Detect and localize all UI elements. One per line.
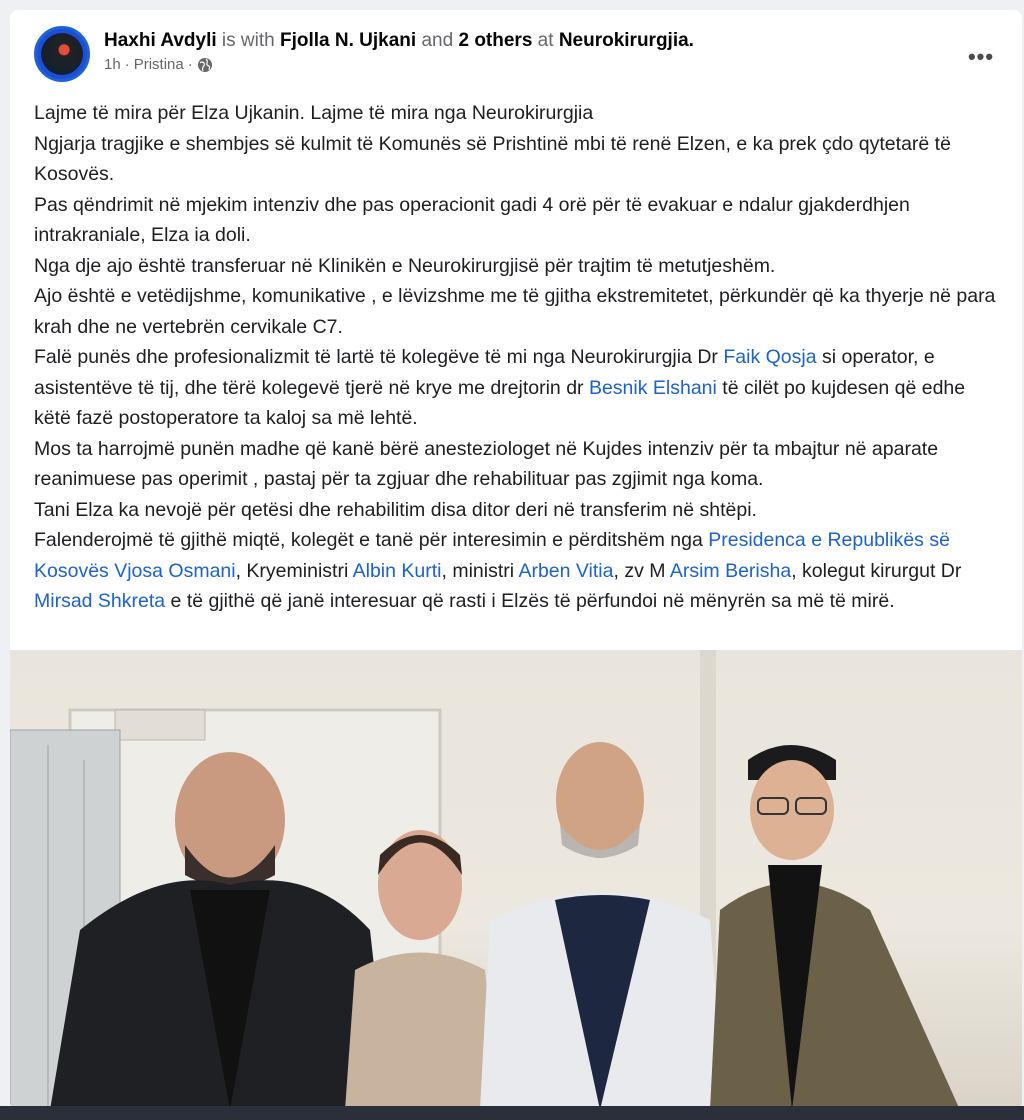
mention-faik-qosja[interactable]: Faik Qosja — [723, 346, 817, 368]
text-segment: , Kryeministri — [235, 559, 353, 582]
meta-separator-2: · — [187, 56, 193, 73]
mention-arben-vitia[interactable]: Arben Vitia — [518, 559, 614, 582]
post-paragraph: Lajme të mira për Elza Ujkanin. Lajme të mira nga Neurokirurgjia — [34, 102, 594, 124]
post-photo[interactable] — [10, 650, 1022, 1110]
post-paragraph: Tani Elza ka nevojë për qetësi dhe rehabilitim disa ditor deri në transferim në shtëpi. — [34, 498, 757, 521]
and-text: and — [421, 30, 454, 51]
post-paragraph: Ajo është e vetëdijshme, komunikative , e lëvizshme me të gjitha ekstremitetet, përkundër që ka thyerje në para krah dhe ne vertebrën cervikale C7. — [34, 285, 996, 338]
post-place[interactable]: Pristina — [133, 56, 184, 73]
others-link[interactable]: 2 others — [458, 30, 533, 51]
text-segment: , kolegut kirurgut Dr — [791, 559, 962, 582]
text-segment: , ministri — [441, 559, 519, 582]
meta-separator: · — [124, 56, 130, 73]
mention-mirsad-shkreta[interactable]: Mirsad Shkreta — [34, 590, 166, 612]
globe-icon[interactable] — [197, 57, 213, 73]
post-header — [34, 26, 998, 86]
taskbar-strip — [0, 1106, 1024, 1120]
location-link[interactable]: Neurokirurgjia. — [558, 30, 694, 51]
header-line — [104, 28, 938, 54]
text-segment: Falë punës dhe profesionalizmit të lartë të kolegëve të mi nga Neurokirurgjia Dr — [34, 346, 724, 368]
post-time[interactable]: 1h — [104, 56, 121, 73]
text-segment: e të gjithë që janë interesuar që rasti i Elzës të përfundoi në mënyrën sa më të mirë. — [165, 590, 895, 612]
at-text: at — [537, 30, 554, 51]
post-paragraph — [34, 342, 999, 434]
text-segment: Falenderojmë të gjithë miqtë, kolegët e tanë për interesimin e përditshëm nga — [34, 529, 709, 551]
more-options-icon[interactable]: ••• — [967, 44, 995, 69]
post-paragraph: Ngjarja tragjike e shembjes së kulmit të Komunës së Prishtinë mbi të renë Elzen, e ka prek çdo qytetarë të Kosovës. — [34, 132, 951, 185]
mention-albin-kurti[interactable]: Albin Kurti — [352, 559, 442, 582]
tagged-person[interactable]: Fjolla N. Ujkani — [280, 30, 417, 51]
header-text — [104, 28, 938, 73]
mention-presidenca[interactable]: Presidenca e Republikës së Kosovës Vjosa Osmani — [34, 529, 950, 582]
post-paragraph: Pas qëndrimit në mjekim intenziv dhe pas operacionit gadi 4 orë për të evakuar e ndalur gjakderdhjen intrakraniale, Elza ia doli. — [34, 193, 910, 246]
post-body — [34, 98, 999, 617]
mention-arsim-berisha[interactable]: Arsim Berisha — [669, 559, 792, 582]
post-paragraph: Nga dje ajo është transferuar në Klinikën e Neurokirurgjisë për trajtim të metutjeshëm. — [34, 254, 776, 277]
author-name[interactable]: Haxhi Avdyli — [104, 30, 217, 51]
author-avatar[interactable] — [34, 26, 90, 82]
post-card — [10, 10, 1022, 1110]
photo-illustration — [10, 650, 1022, 1110]
mention-besnik-elshani[interactable]: Besnik Elshani — [588, 376, 717, 399]
is-with-text: is with — [221, 30, 275, 51]
post-meta — [104, 56, 938, 73]
post-paragraph: Mos ta harrojmë punën madhe që kanë bërë anesteziologet në Kujdes intenziv për ta mbajtur në aparate reanimuese pas operimit , pastaj për ta zgjuar dhe rehabilituar pas zgjimit nga koma. — [34, 437, 939, 490]
text-segment: , zv M — [613, 559, 670, 582]
post-paragraph — [34, 525, 999, 617]
text-segment: të cilët po kujdesen që edhe këtë fazë postoperatore ta kaloj sa më lehtë. — [34, 376, 966, 429]
text-segment: si operator, e asistentëve të tij, dhe tërë kolegevë tjerë në krye me drejtorin dr — [34, 346, 935, 399]
